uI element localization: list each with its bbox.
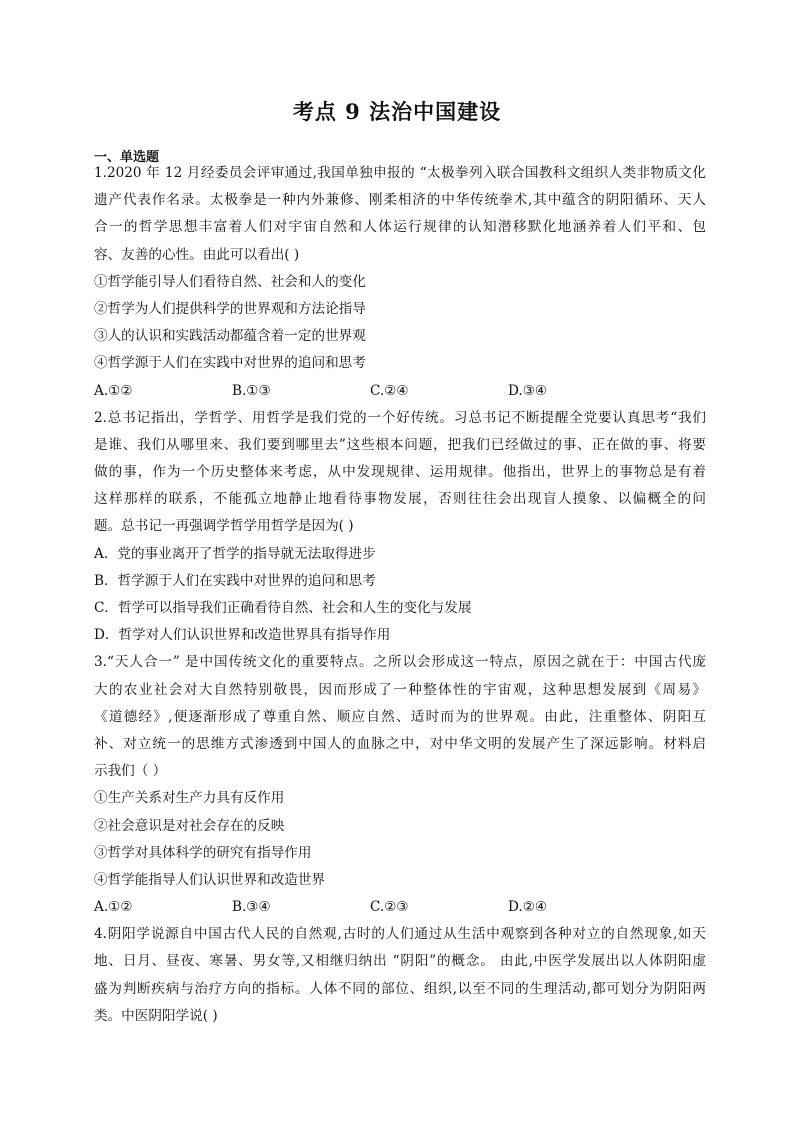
- option-b[interactable]: B.③④: [232, 899, 271, 916]
- question-3-item: ③哲学对具体科学的研究有指导作用: [94, 844, 312, 861]
- page-title: 考点 9 法治中国建设: [292, 99, 502, 124]
- option-d[interactable]: D.②④: [508, 899, 548, 916]
- question-1-item: ①哲学能引导人们看待自然、社会和人的变化: [94, 273, 366, 290]
- option-c[interactable]: C．哲学可以指导我们正确看待自然、社会和人生的变化与发展: [94, 600, 472, 616]
- question-2-stem-line: 题。总书记一再强调学哲学用哲学是因为( ): [94, 518, 354, 535]
- option-a[interactable]: A．党的事业离开了哲学的指导就无法取得进步: [94, 545, 376, 562]
- question-3-stem-line: 《道德经》,便逐渐形成了尊重自然、顺应自然、适时而为的世界观。由此，注重整体、阴阳互: [94, 708, 706, 725]
- question-3-stem-line: 大的农业社会对大自然特别敬畏，因而形成了一种整体性的宇宙观，这种思想发展到《周易》: [94, 681, 706, 698]
- section-heading: 一、单选题: [94, 150, 160, 165]
- option-b[interactable]: B.①③: [232, 382, 271, 399]
- question-3-stem-line: 补、对立统一的思维方式渗透到中国人的血脉之中，对中华文明的发展产生了深远影响。材料启: [94, 735, 706, 752]
- question-3: [94, 649, 706, 921]
- question-3-item: ①生产关系对生产力具有反作用: [94, 790, 285, 807]
- question-4-stem-line: 盛为判断疾病与治疗方向的指标。人体不同的部位、组织,以至不同的生理活动,都可划分为阴阳两: [94, 980, 706, 997]
- question-2-stem-line: 这样那样的联系，不能孤立地静止地看待事物发展，否则往往会出现盲人摸象、以偏概全的问: [94, 491, 706, 508]
- question-1: [94, 160, 706, 405]
- option-b[interactable]: B．哲学源于人们在实践中对世界的追问和思考: [94, 572, 376, 589]
- question-4: [94, 921, 706, 1030]
- question-2: [94, 405, 706, 650]
- option-c[interactable]: C.②④: [370, 382, 409, 399]
- option-a[interactable]: A.①②: [94, 899, 133, 916]
- question-4-stem-line: 地、日月、昼夜、寒暑、男女等,又相继归纳出 “阴阳”的概念。 由此,中医学发展出以人体阴阳虚: [94, 953, 706, 970]
- question-1-item: ④哲学源于人们在实践中对世界的追问和思考: [94, 355, 366, 372]
- question-3-item: ②社会意识是对社会存在的反映: [94, 817, 285, 834]
- question-1-stem-line: 遗产代表作名录。太极拳是一种内外兼修、刚柔相济的中华传统拳术,其中蕴含的阴阳循环、天人: [94, 192, 706, 209]
- question-1-stem-line: 合一的哲学思想丰富着人们对宇宙自然和人体运行规律的认知潜移默化地涵养着人们平和、包: [94, 219, 706, 236]
- question-list: [94, 160, 706, 1030]
- question-2-stem-line: 2.总书记指出，学哲学、用哲学是我们党的一个好传统。习总书记不断提醒全党要认真思考“我们: [94, 409, 706, 426]
- question-1-item: ②哲学为人们提供科学的世界观和方法论指导: [94, 300, 366, 317]
- question-1-stem-line: 1.2020 年 12 月经委员会评审通过,我国单独申报的 “太极拳列入联合国教科文组织人类非物质文化: [94, 165, 706, 181]
- option-a[interactable]: A.①②: [94, 382, 133, 399]
- question-2-stem-line: 做的事，作为一个历史整体来考虑，从中发现规律、运用规律。他指出，世界上的事物总是有着: [94, 464, 706, 481]
- option-d[interactable]: D.③④: [508, 382, 548, 399]
- option-d[interactable]: D．哲学对人们认识世界和改造世界具有指导作用: [94, 627, 391, 644]
- option-c[interactable]: C.②③: [370, 899, 409, 916]
- question-4-stem-line: 类。中医阴阳学说( ): [94, 1007, 218, 1024]
- question-4-stem-line: 4.阴阳学说源自中国古代人民的自然观,古时的人们通过从生活中观察到各种对立的自然现象,如天: [94, 926, 706, 943]
- question-3-options: [94, 894, 706, 921]
- question-2-stem-line: 是谁、我们从哪里来、我们要到哪里去”这些根本问题，把我们已经做过的事、正在做的事、将要: [94, 436, 706, 453]
- question-1-options: [94, 378, 706, 405]
- question-3-stem-line: 3.“天人合一” 是中国传统文化的重要特点。之所以会形成这一特点，原因之就在于：中国古代庞: [94, 654, 706, 671]
- question-3-item: ④哲学能指导人们认识世界和改造世界: [94, 871, 326, 888]
- question-1-item: ③人的认识和实践活动都蕴含着一定的世界观: [94, 328, 366, 345]
- question-3-stem-line: 示我们（ ）: [94, 763, 167, 780]
- question-1-stem-line: 容、友善的心性。由此可以看出( ): [94, 246, 300, 263]
